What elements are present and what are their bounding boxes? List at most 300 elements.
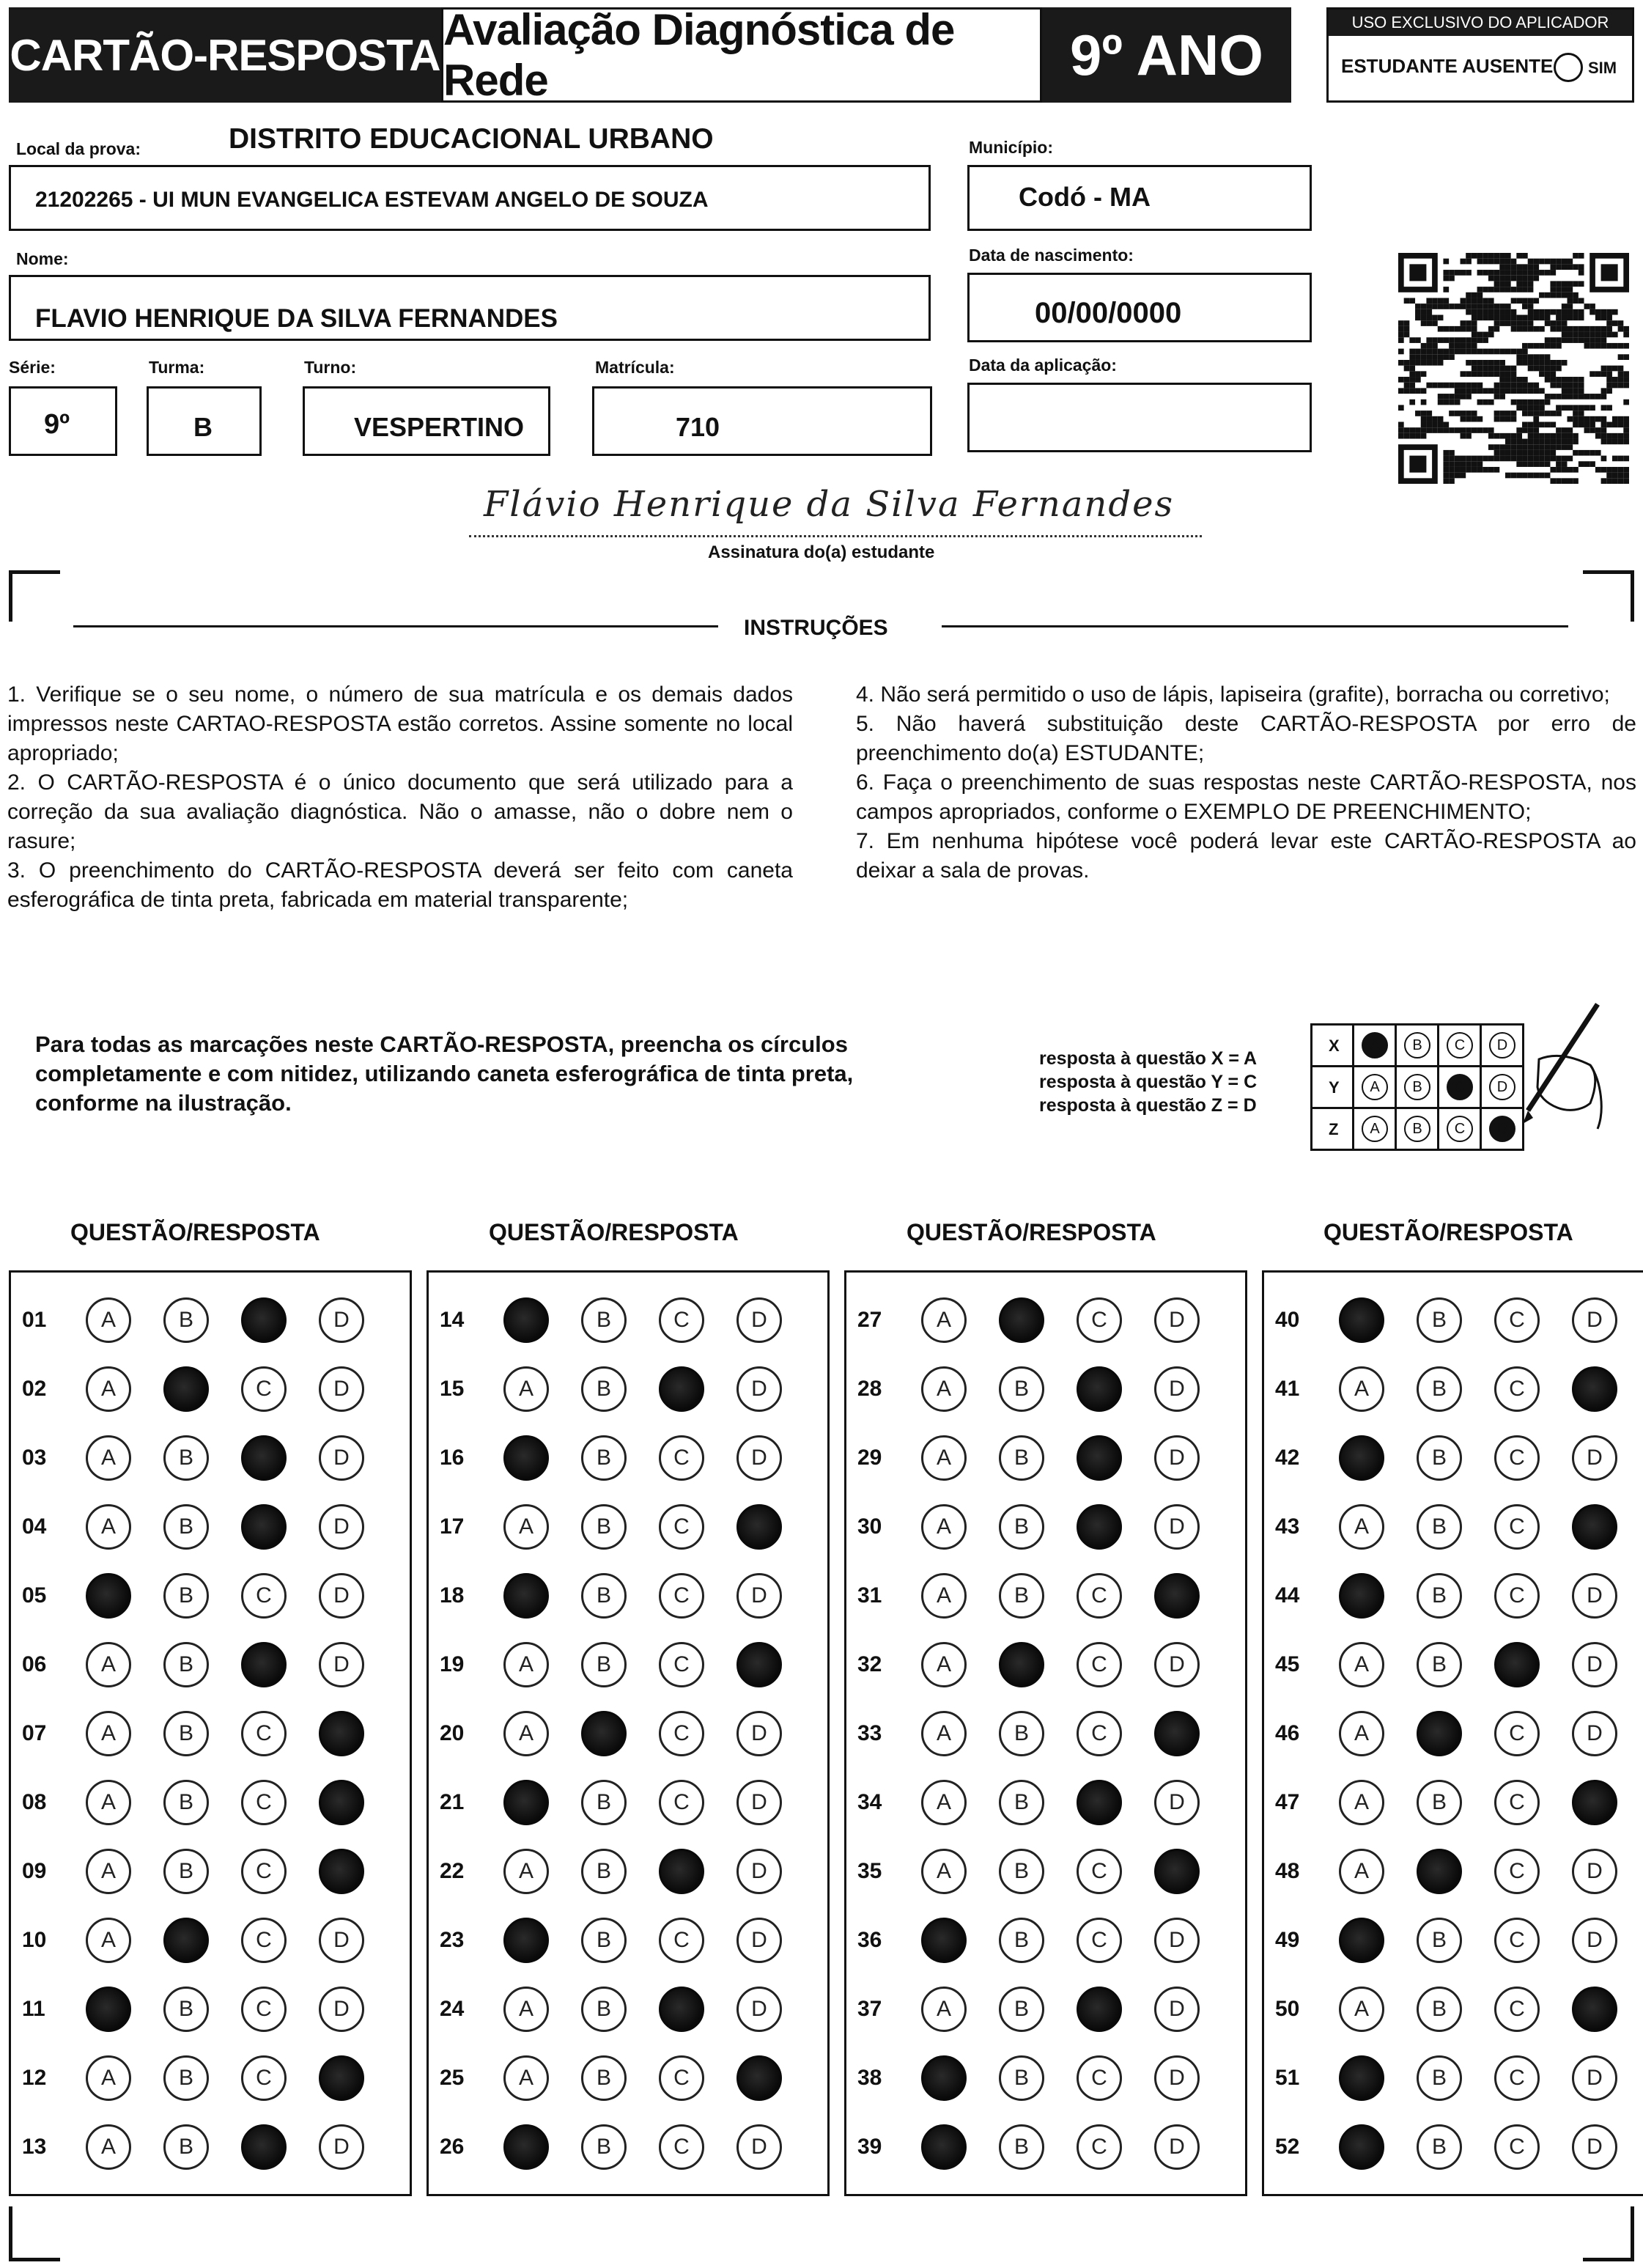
answer-bubble-19-d[interactable]	[736, 1642, 782, 1687]
answer-bubble-27-c[interactable]: C	[1077, 1297, 1122, 1343]
answer-bubble-03-a[interactable]: A	[86, 1435, 131, 1481]
instruction-item: 1. Verifique se o seu nome, o número de sua matrícula e os demais dados impressos neste CARTAO-RESPOSTA estão corretos. Assine somente no local apropriado;	[7, 682, 793, 765]
answer-bubble-49-d[interactable]: D	[1572, 1918, 1617, 1963]
answer-bubble-04-d[interactable]: D	[319, 1504, 364, 1550]
question-number: 23	[440, 1928, 465, 1952]
question-number: 38	[857, 2066, 882, 2090]
answer-bubble-28-c[interactable]	[1077, 1366, 1122, 1412]
answer-bubble-25-b[interactable]: B	[581, 2055, 627, 2101]
example-row-label: Y	[1310, 1065, 1354, 1109]
question-number: 04	[22, 1514, 47, 1539]
question-number: 36	[857, 1928, 882, 1952]
example-cell	[1352, 1065, 1397, 1109]
answer-bubble-18-b[interactable]: B	[581, 1573, 627, 1619]
answer-bubble-43-a[interactable]: A	[1339, 1504, 1384, 1550]
pen-icon	[1488, 1001, 1612, 1147]
answer-bubble-35-c[interactable]: C	[1077, 1849, 1122, 1894]
frame-corner	[1583, 570, 1634, 574]
answer-bubble-28-a[interactable]: A	[921, 1366, 967, 1412]
answer-bubble-50-b[interactable]: B	[1417, 1987, 1462, 2032]
answer-bubble-29-a[interactable]: A	[921, 1435, 967, 1481]
divider	[73, 625, 718, 627]
question-number: 05	[22, 1583, 47, 1608]
answer-bubble-07-b[interactable]: B	[163, 1711, 209, 1756]
answer-bubble-48-d[interactable]: D	[1572, 1849, 1617, 1894]
answer-bubble-34-a[interactable]: A	[921, 1780, 967, 1825]
answer-bubble-13-c[interactable]	[241, 2124, 287, 2170]
answer-bubble-11-c[interactable]: C	[241, 1987, 287, 2032]
question-number: 19	[440, 1652, 465, 1676]
question-number: 52	[1275, 2135, 1300, 2159]
answer-bubble-44-a[interactable]	[1339, 1573, 1384, 1619]
answer-bubble-19-b[interactable]: B	[581, 1642, 627, 1687]
answer-bubble-14-c[interactable]: C	[659, 1297, 704, 1343]
answer-bubble-01-a[interactable]: A	[86, 1297, 131, 1343]
answer-bubble-49-b[interactable]: B	[1417, 1918, 1462, 1963]
answer-bubble-11-b[interactable]: B	[163, 1987, 209, 2032]
example-bubble: C	[1447, 1074, 1473, 1100]
divider	[942, 625, 1568, 627]
question-number: 35	[857, 1859, 882, 1883]
answer-bubble-22-b[interactable]: B	[581, 1849, 627, 1894]
answer-bubble-51-c[interactable]: C	[1494, 2055, 1540, 2101]
answer-bubble-35-a[interactable]: A	[921, 1849, 967, 1894]
answer-bubble-07-d[interactable]	[319, 1711, 364, 1756]
answer-bubble-05-b[interactable]: B	[163, 1573, 209, 1619]
answer-bubble-09-d[interactable]	[319, 1849, 364, 1894]
instruction-item: 2. O CARTÃO-RESPOSTA é o único documento que será utilizado para a correção da sua avaliação diagnóstica. Não o amasse, não o dobre nem o rasure;	[7, 770, 793, 853]
answer-bubble-45-a[interactable]: A	[1339, 1642, 1384, 1687]
question-number: 51	[1275, 2066, 1300, 2090]
answer-bubble-37-c[interactable]	[1077, 1987, 1122, 2032]
answer-bubble-51-b[interactable]: B	[1417, 2055, 1462, 2101]
answer-bubble-18-c[interactable]: C	[659, 1573, 704, 1619]
answer-bubble-30-b[interactable]: B	[999, 1504, 1044, 1550]
answer-bubble-43-c[interactable]: C	[1494, 1504, 1540, 1550]
answer-bubble-12-b[interactable]: B	[163, 2055, 209, 2101]
answer-bubble-33-c[interactable]: C	[1077, 1711, 1122, 1756]
question-number: 10	[22, 1928, 47, 1952]
answer-bubble-08-a[interactable]: A	[86, 1780, 131, 1825]
frame-corner	[1631, 2206, 1634, 2261]
answer-bubble-11-a[interactable]	[86, 1987, 131, 2032]
answer-bubble-10-d[interactable]: D	[319, 1918, 364, 1963]
answer-bubble-38-d[interactable]: D	[1154, 2055, 1200, 2101]
answer-bubble-15-d[interactable]: D	[736, 1366, 782, 1412]
answer-bubble-02-b[interactable]	[163, 1366, 209, 1412]
answer-bubble-46-c[interactable]: C	[1494, 1711, 1540, 1756]
answer-bubble-44-c[interactable]: C	[1494, 1573, 1540, 1619]
question-number: 18	[440, 1583, 465, 1608]
answer-bubble-22-d[interactable]: D	[736, 1849, 782, 1894]
turno: VESPERTINO	[354, 412, 525, 442]
answer-bubble-32-d[interactable]: D	[1154, 1642, 1200, 1687]
answer-bubble-16-b[interactable]: B	[581, 1435, 627, 1481]
absent-checkbox[interactable]	[1554, 53, 1583, 82]
answer-bubble-15-c[interactable]	[659, 1366, 704, 1412]
answer-bubble-05-d[interactable]: D	[319, 1573, 364, 1619]
answer-bubble-42-b[interactable]: B	[1417, 1435, 1462, 1481]
answer-bubble-12-a[interactable]: A	[86, 2055, 131, 2101]
answer-bubble-06-a[interactable]: A	[86, 1642, 131, 1687]
answer-bubble-39-a[interactable]	[921, 2124, 967, 2170]
answer-bubble-44-b[interactable]: B	[1417, 1573, 1462, 1619]
answer-bubble-41-c[interactable]: C	[1494, 1366, 1540, 1412]
question-number: 09	[22, 1859, 47, 1883]
example-cell	[1395, 1107, 1439, 1151]
answer-bubble-04-b[interactable]: B	[163, 1504, 209, 1550]
nome-label: Nome:	[16, 249, 69, 268]
answer-bubble-06-b[interactable]: B	[163, 1642, 209, 1687]
answer-bubble-30-d[interactable]: D	[1154, 1504, 1200, 1550]
question-number: 33	[857, 1721, 882, 1745]
answer-bubble-23-b[interactable]: B	[581, 1918, 627, 1963]
question-number: 14	[440, 1308, 465, 1332]
answer-bubble-47-a[interactable]: A	[1339, 1780, 1384, 1825]
question-number: 47	[1275, 1790, 1300, 1814]
question-number: 01	[22, 1308, 47, 1332]
municipio-label: Município:	[969, 138, 1053, 157]
answer-bubble-46-b[interactable]	[1417, 1711, 1462, 1756]
answer-bubble-33-a[interactable]: A	[921, 1711, 967, 1756]
municipio: Codó - MA	[1019, 182, 1151, 212]
answer-bubble-20-b[interactable]	[581, 1711, 627, 1756]
answer-bubble-34-c[interactable]	[1077, 1780, 1122, 1825]
answer-bubble-46-a[interactable]: A	[1339, 1711, 1384, 1756]
answer-bubble-17-d[interactable]	[736, 1504, 782, 1550]
applicator-title: USO EXCLUSIVO DO APLICADOR	[1329, 10, 1632, 36]
example-line: resposta à questão Y = C	[1039, 1072, 1258, 1092]
answer-bubble-36-b[interactable]: B	[999, 1918, 1044, 1963]
answer-bubble-37-a[interactable]: A	[921, 1987, 967, 2032]
answer-bubble-39-d[interactable]: D	[1154, 2124, 1200, 2170]
answer-bubble-10-b[interactable]	[163, 1918, 209, 1963]
answer-bubble-02-c[interactable]: C	[241, 1366, 287, 1412]
answer-bubble-40-a[interactable]	[1339, 1297, 1384, 1343]
answer-bubble-40-b[interactable]: B	[1417, 1297, 1462, 1343]
answer-bubble-51-a[interactable]	[1339, 2055, 1384, 2101]
question-number: 39	[857, 2135, 882, 2159]
answer-bubble-41-d[interactable]	[1572, 1366, 1617, 1412]
answer-bubble-29-c[interactable]	[1077, 1435, 1122, 1481]
answer-bubble-08-c[interactable]: C	[241, 1780, 287, 1825]
answer-bubble-19-a[interactable]: A	[503, 1642, 549, 1687]
frame-corner	[9, 2206, 12, 2261]
answer-bubble-13-a[interactable]: A	[86, 2124, 131, 2170]
example-bubble: D	[1489, 1032, 1515, 1058]
answer-bubble-24-c[interactable]	[659, 1987, 704, 2032]
example-cell	[1437, 1107, 1482, 1151]
exam-title: Avaliação Diagnóstica de Rede	[441, 7, 1042, 103]
answer-bubble-14-b[interactable]: B	[581, 1297, 627, 1343]
answer-bubble-27-a[interactable]: A	[921, 1297, 967, 1343]
answer-bubble-25-a[interactable]: A	[503, 2055, 549, 2101]
answer-bubble-06-c[interactable]	[241, 1642, 287, 1687]
instructions-right	[856, 680, 1636, 886]
answer-bubble-03-b[interactable]: B	[163, 1435, 209, 1481]
answer-bubble-35-b[interactable]: B	[999, 1849, 1044, 1894]
answer-bubble-26-a[interactable]	[503, 2124, 549, 2170]
question-number: 25	[440, 2066, 465, 2090]
answer-bubble-40-d[interactable]: D	[1572, 1297, 1617, 1343]
column-header: QUESTÃO/RESPOSTA	[1323, 1219, 1573, 1245]
answer-bubble-21-a[interactable]	[503, 1780, 549, 1825]
question-number: 03	[22, 1446, 47, 1470]
answer-bubble-39-c[interactable]: C	[1077, 2124, 1122, 2170]
answer-bubble-46-d[interactable]: D	[1572, 1711, 1617, 1756]
qr-code-icon	[1398, 253, 1629, 484]
answer-bubble-36-a[interactable]	[921, 1918, 967, 1963]
answer-bubble-49-c[interactable]: C	[1494, 1918, 1540, 1963]
answer-bubble-24-d[interactable]: D	[736, 1987, 782, 2032]
answer-bubble-32-b[interactable]	[999, 1642, 1044, 1687]
answer-bubble-36-d[interactable]: D	[1154, 1918, 1200, 1963]
answer-bubble-39-b[interactable]: B	[999, 2124, 1044, 2170]
answer-bubble-30-c[interactable]	[1077, 1504, 1122, 1550]
answer-bubble-26-d[interactable]: D	[736, 2124, 782, 2170]
answer-bubble-29-b[interactable]: B	[999, 1435, 1044, 1481]
answer-bubble-15-a[interactable]: A	[503, 1366, 549, 1412]
answer-bubble-04-c[interactable]	[241, 1504, 287, 1550]
answer-bubble-23-c[interactable]: C	[659, 1918, 704, 1963]
answer-bubble-20-a[interactable]: A	[503, 1711, 549, 1756]
answer-bubble-11-d[interactable]: D	[319, 1987, 364, 2032]
question-number: 28	[857, 1377, 882, 1401]
example-bubble: B	[1404, 1116, 1430, 1142]
answer-bubble-40-c[interactable]: C	[1494, 1297, 1540, 1343]
example-cell	[1437, 1023, 1482, 1067]
answer-bubble-42-c[interactable]: C	[1494, 1435, 1540, 1481]
answer-bubble-33-b[interactable]: B	[999, 1711, 1044, 1756]
answer-bubble-08-b[interactable]: B	[163, 1780, 209, 1825]
answer-bubble-18-a[interactable]	[503, 1573, 549, 1619]
matricula: 710	[676, 412, 720, 442]
question-number: 06	[22, 1652, 47, 1676]
answer-bubble-45-c[interactable]	[1494, 1642, 1540, 1687]
answer-bubble-38-c[interactable]: C	[1077, 2055, 1122, 2101]
answer-bubble-33-d[interactable]	[1154, 1711, 1200, 1756]
answer-bubble-43-b[interactable]: B	[1417, 1504, 1462, 1550]
answer-bubble-42-a[interactable]	[1339, 1435, 1384, 1481]
question-number: 22	[440, 1859, 465, 1883]
question-number: 45	[1275, 1652, 1300, 1676]
answer-bubble-13-b[interactable]: B	[163, 2124, 209, 2170]
answer-bubble-24-a[interactable]: A	[503, 1987, 549, 2032]
example-row-label: Z	[1310, 1107, 1354, 1151]
answer-bubble-41-b[interactable]: B	[1417, 1366, 1462, 1412]
answer-bubble-21-c[interactable]: C	[659, 1780, 704, 1825]
answer-bubble-48-b[interactable]	[1417, 1849, 1462, 1894]
answer-bubble-06-d[interactable]: D	[319, 1642, 364, 1687]
answer-bubble-37-d[interactable]: D	[1154, 1987, 1200, 2032]
answer-bubble-47-d[interactable]	[1572, 1780, 1617, 1825]
answer-bubble-36-c[interactable]: C	[1077, 1918, 1122, 1963]
answer-bubble-14-a[interactable]	[503, 1297, 549, 1343]
answer-bubble-29-d[interactable]: D	[1154, 1435, 1200, 1481]
answer-bubble-32-a[interactable]: A	[921, 1642, 967, 1687]
answer-bubble-28-d[interactable]: D	[1154, 1366, 1200, 1412]
answer-bubble-48-a[interactable]: A	[1339, 1849, 1384, 1894]
answer-bubble-03-c[interactable]	[241, 1435, 287, 1481]
instruction-item: 3. O preenchimento do CARTÃO-RESPOSTA deverá ser feito com caneta esferográfica de tinta preta, fabricada em material transparente;	[7, 858, 793, 912]
example-cell	[1437, 1065, 1482, 1109]
answer-bubble-08-d[interactable]	[319, 1780, 364, 1825]
question-number: 32	[857, 1652, 882, 1676]
answer-bubble-22-a[interactable]: A	[503, 1849, 549, 1894]
answer-bubble-02-a[interactable]: A	[86, 1366, 131, 1412]
question-number: 08	[22, 1790, 47, 1814]
answer-bubble-31-a[interactable]: A	[921, 1573, 967, 1619]
answer-bubble-31-b[interactable]: B	[999, 1573, 1044, 1619]
answer-bubble-41-a[interactable]: A	[1339, 1366, 1384, 1412]
answer-bubble-07-a[interactable]: A	[86, 1711, 131, 1756]
answer-bubble-16-a[interactable]	[503, 1435, 549, 1481]
instructions-title: INSTRUÇÕES	[744, 616, 888, 640]
answer-bubble-50-d[interactable]	[1572, 1987, 1617, 2032]
answer-bubble-17-b[interactable]: B	[581, 1504, 627, 1550]
answer-bubble-31-d[interactable]	[1154, 1573, 1200, 1619]
answer-bubble-16-c[interactable]: C	[659, 1435, 704, 1481]
answer-bubble-17-c[interactable]: C	[659, 1504, 704, 1550]
answer-bubble-25-d[interactable]	[736, 2055, 782, 2101]
answer-bubble-51-d[interactable]: D	[1572, 2055, 1617, 2101]
answer-bubble-18-d[interactable]: D	[736, 1573, 782, 1619]
answer-bubble-26-b[interactable]: B	[581, 2124, 627, 2170]
answer-bubble-27-b[interactable]	[999, 1297, 1044, 1343]
answer-bubble-23-a[interactable]	[503, 1918, 549, 1963]
matricula-field	[592, 386, 932, 456]
question-number: 34	[857, 1790, 882, 1814]
frame-corner	[9, 570, 60, 574]
answer-bubble-01-b[interactable]: B	[163, 1297, 209, 1343]
answer-bubble-28-b[interactable]: B	[999, 1366, 1044, 1412]
answer-bubble-45-d[interactable]: D	[1572, 1642, 1617, 1687]
answer-bubble-04-a[interactable]: A	[86, 1504, 131, 1550]
question-number: 12	[22, 2066, 47, 2090]
answer-bubble-38-a[interactable]	[921, 2055, 967, 2101]
answer-bubble-52-c[interactable]: C	[1494, 2124, 1540, 2170]
answer-bubble-26-c[interactable]: C	[659, 2124, 704, 2170]
signature: Flávio Henrique da Silva Fernandes	[484, 484, 1175, 525]
instructions-left	[7, 680, 793, 915]
question-number: 21	[440, 1790, 465, 1814]
question-number: 37	[857, 1997, 882, 2021]
answer-bubble-07-c[interactable]: C	[241, 1711, 287, 1756]
card-title: CARTÃO-RESPOSTA	[9, 7, 441, 103]
answer-bubble-20-c[interactable]: C	[659, 1711, 704, 1756]
answer-bubble-01-d[interactable]: D	[319, 1297, 364, 1343]
answer-bubble-13-d[interactable]: D	[319, 2124, 364, 2170]
question-number: 02	[22, 1377, 47, 1401]
matricula-label: Matrícula:	[595, 358, 675, 377]
turma: B	[193, 412, 213, 442]
example-cell	[1395, 1023, 1439, 1067]
question-number: 50	[1275, 1997, 1300, 2021]
answer-bubble-47-c[interactable]: C	[1494, 1780, 1540, 1825]
answer-bubble-19-c[interactable]: C	[659, 1642, 704, 1687]
answer-bubble-12-c[interactable]: C	[241, 2055, 287, 2101]
question-number: 15	[440, 1377, 465, 1401]
school: 21202265 - UI MUN EVANGELICA ESTEVAM ANGELO DE SOUZA	[35, 188, 709, 212]
example-cell	[1395, 1065, 1439, 1109]
example-bubble: D	[1489, 1116, 1515, 1142]
answer-bubble-16-d[interactable]: D	[736, 1435, 782, 1481]
question-number: 49	[1275, 1928, 1300, 1952]
question-number: 43	[1275, 1514, 1300, 1539]
instruction-item: 7. Em nenhuma hipótese você poderá levar este CARTÃO-RESPOSTA ao deixar a sala de provas.	[856, 829, 1636, 883]
answer-bubble-52-d[interactable]: D	[1572, 2124, 1617, 2170]
answer-bubble-02-d[interactable]: D	[319, 1366, 364, 1412]
answer-bubble-05-c[interactable]: C	[241, 1573, 287, 1619]
answer-bubble-49-a[interactable]	[1339, 1918, 1384, 1963]
answer-bubble-09-b[interactable]: B	[163, 1849, 209, 1894]
answer-bubble-12-d[interactable]	[319, 2055, 364, 2101]
answer-bubble-09-c[interactable]: C	[241, 1849, 287, 1894]
question-number: 27	[857, 1308, 882, 1332]
question-number: 48	[1275, 1859, 1300, 1883]
answer-bubble-35-d[interactable]	[1154, 1849, 1200, 1894]
example-line: resposta à questão Z = D	[1039, 1095, 1257, 1116]
answer-bubble-30-a[interactable]: A	[921, 1504, 967, 1550]
aplicacao-label: Data da aplicação:	[969, 356, 1117, 375]
answer-bubble-15-b[interactable]: B	[581, 1366, 627, 1412]
example-line: resposta à questão X = A	[1039, 1048, 1258, 1069]
aplicacao-field	[967, 383, 1312, 452]
answer-bubble-42-d[interactable]: D	[1572, 1435, 1617, 1481]
answer-bubble-01-c[interactable]	[241, 1297, 287, 1343]
answer-bubble-52-a[interactable]	[1339, 2124, 1384, 2170]
example-bubble: A	[1362, 1032, 1388, 1058]
answer-bubble-17-a[interactable]: A	[503, 1504, 549, 1550]
answer-bubble-14-d[interactable]: D	[736, 1297, 782, 1343]
answer-bubble-03-d[interactable]: D	[319, 1435, 364, 1481]
answer-bubble-52-b[interactable]: B	[1417, 2124, 1462, 2170]
answer-bubble-38-b[interactable]: B	[999, 2055, 1044, 2101]
answer-bubble-37-b[interactable]: B	[999, 1987, 1044, 2032]
answer-bubble-25-c[interactable]: C	[659, 2055, 704, 2101]
example-row-label: X	[1310, 1023, 1354, 1067]
answer-bubble-50-c[interactable]: C	[1494, 1987, 1540, 2032]
answer-bubble-32-c[interactable]: C	[1077, 1642, 1122, 1687]
answer-bubble-10-c[interactable]: C	[241, 1918, 287, 1963]
answer-bubble-43-d[interactable]	[1572, 1504, 1617, 1550]
answer-bubble-22-c[interactable]	[659, 1849, 704, 1894]
answer-bubble-23-d[interactable]: D	[736, 1918, 782, 1963]
answer-bubble-09-a[interactable]: A	[86, 1849, 131, 1894]
answer-bubble-27-d[interactable]: D	[1154, 1297, 1200, 1343]
answer-bubble-44-d[interactable]: D	[1572, 1573, 1617, 1619]
answer-bubble-48-c[interactable]: C	[1494, 1849, 1540, 1894]
answer-bubble-34-d[interactable]: D	[1154, 1780, 1200, 1825]
answer-bubble-10-a[interactable]: A	[86, 1918, 131, 1963]
answer-bubble-20-d[interactable]: D	[736, 1711, 782, 1756]
answer-bubble-31-c[interactable]: C	[1077, 1573, 1122, 1619]
signature-label: Assinatura do(a) estudante	[708, 542, 935, 562]
instruction-item: 5. Não haverá substituição deste CARTÃO-RESPOSTA por erro de preenchimento do(a) ESTUDANTE;	[856, 712, 1636, 765]
answer-bubble-34-b[interactable]: B	[999, 1780, 1044, 1825]
answer-bubble-50-a[interactable]: A	[1339, 1987, 1384, 2032]
question-number: 13	[22, 2135, 47, 2159]
answer-bubble-21-d[interactable]: D	[736, 1780, 782, 1825]
answer-bubble-24-b[interactable]: B	[581, 1987, 627, 2032]
question-number: 44	[1275, 1583, 1300, 1608]
answer-bubble-47-b[interactable]: B	[1417, 1780, 1462, 1825]
answer-bubble-05-a[interactable]	[86, 1573, 131, 1619]
answer-bubble-21-b[interactable]: B	[581, 1780, 627, 1825]
column-header: QUESTÃO/RESPOSTA	[70, 1219, 320, 1245]
frame-corner	[1631, 570, 1634, 622]
answer-bubble-45-b[interactable]: B	[1417, 1642, 1462, 1687]
